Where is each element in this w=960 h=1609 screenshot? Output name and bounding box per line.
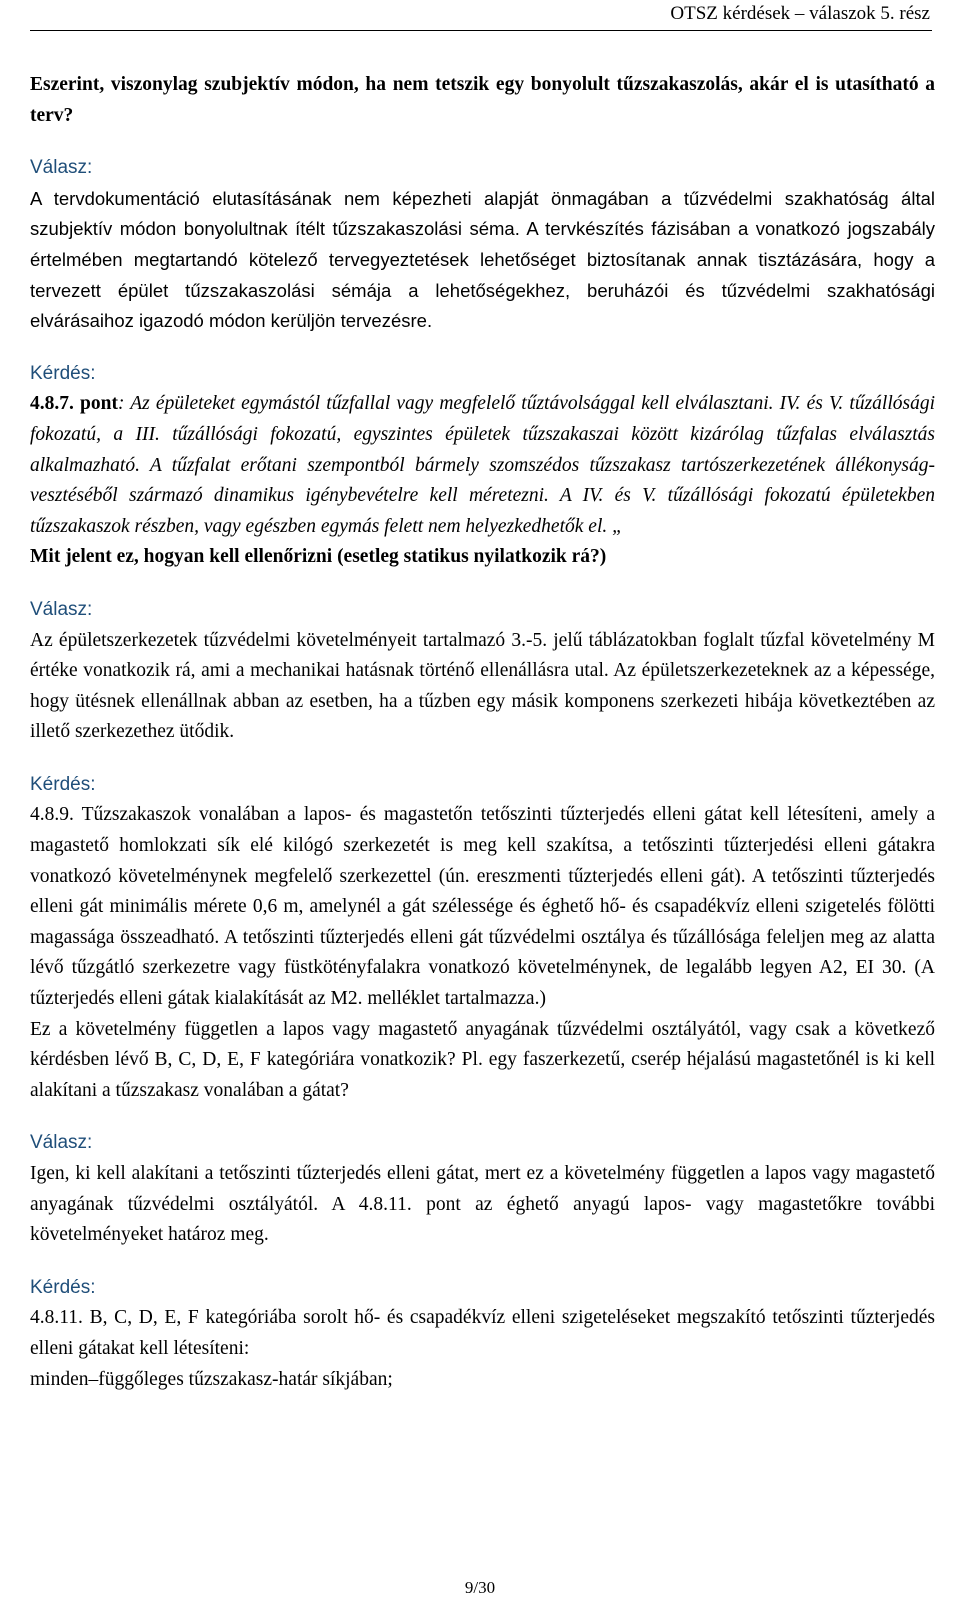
document-body	[30, 70, 935, 1395]
header-divider	[30, 30, 932, 31]
section-number: 4.8.7.	[30, 393, 74, 415]
page-header-title: OTSZ kérdések – válaszok 5. rész	[670, 3, 930, 24]
regulation-paragraph: 4.8.9. Tűzszakaszok vonalában a lapos- és magastetőn tetőszinti tűzterjedés elleni gátat kell létesíteni, amely a magastető homlokzati sík elé kilógó szerkezetét is meg kell szakítsa, a tetőszinti tűzterjedési elleni gátakra vonatkozó követelménynek megfelelő szerkezettel (ún. ereszmenti tűzterjedés elleni gát). A tetőszinti tűzterjedés elleni gát minimális mérete 0,6 m, amelynél a gát szélessége és éghető hő- és csapadékvíz elleni szigetelés fölötti magassága összeadható. A tetőszinti tűzterjedés elleni gát tűzvédelmi osztálya és tűzállósága feleljen meg az alatta lévő tűzgátló szerkezetre vagy füstkötényfalakra vonatkozó követelménynek, de legalább legyen A2, EI 30. (A tűzterjedés elleni gátak kialakítását az M2. melléklet tartalmazza.)	[30, 804, 935, 1010]
regulation-list-item: minden–függőleges tűzszakasz-határ síkjában;	[30, 1368, 393, 1390]
regulation-quote: : Az épületeket egymástól tűzfallal vagy megfelelő tűztávolsággal kell elválasztani. IV. és V. tűzállósági fokozatú, a III. tűzállósági fokozatú, egyszintes épületek tűzszakaszai között kizárólag tűzfalas elválasztás alkalmazható. A tűzfalat erőtani szempontból bármely szomszédos tűzszakasz tartószerkezetének állékonyság-vesztéséből származó dinamikus igénybevételre kell méretezni. A IV. és V. tűzállósági fokozatú épületekben tűzszakaszok részben, vagy egészben egymás felett nem helyezkedhetők el. „	[30, 393, 935, 537]
question-label: Kérdés:	[30, 362, 96, 384]
regulation-paragraph: 4.8.11. B, C, D, E, F kategóriába sorolt hő- és csapadékvíz elleni szigeteléseket megszakító tetőszinti tűzterjedés elleni gátakat kell létesíteni:	[30, 1307, 935, 1359]
answer-text: Igen, ki kell alakítani a tetőszinti tűzterjedés elleni gátat, mert ez a követelmény független a lapos vagy magastető anyagának tűzvédelmi osztályától. A 4.8.11. pont az éghető anyagú lapos- vagy magastetőkre további követelményeket határoz meg.	[30, 1163, 935, 1246]
question-label: Kérdés:	[30, 1276, 96, 1298]
answer-text: A tervdokumentáció elutasításának nem képezheti alapját önmagában a tűzvédelmi szakhatóság által szubjektív módon bonyolultnak ítélt tűzszakaszolási séma. A tervkészítés fázisában a vonatkozó jogszabály értelmében megtartandó kötelező tervegyeztetések lehetőséget biztosítanak annak tisztázására, hogy a tervezett épület tűzszakaszolási sémája a lehetőségekhez, beruházói és tűzvédelmi szakhatósági elvárásaihoz igazodó módon kerüljön tervezésre.	[30, 187, 935, 332]
answer-text: Az épületszerkezetek tűzvédelmi követelményeit tartalmazó 3.-5. jelű táblázatokban foglalt tűzfal követelmény M értéke vonatkozik rá, ami a mechanikai hatásnak történő ellenállásra utal. Az épületszerkezeteknek az a képessége, hogy ütésnek ellenállnak abban az esetben, ha a tűzben egy másik komponens szerkezeti hibája következtében az illető szerkezethez ütődik.	[30, 629, 935, 743]
question-text: Mit jelent ez, hogyan kell ellenőrizni (esetleg statikus nyilatkozik rá?)	[30, 546, 607, 568]
question-paragraph	[30, 389, 935, 542]
page-number: 9/30	[464, 1578, 496, 1597]
answer-label: Válasz:	[30, 157, 93, 179]
pont-label: pont	[73, 393, 118, 415]
question-text: Ez a követelmény független a lapos vagy magastető anyagának tűzvédelmi osztályától, vagy csak a következő kérdésben lévő B, C, D, E, F kategóriára vonatkozik? Pl. egy faszerkezetű, cserép héjalású magastetőnél is ki kell alakítani a tűzszakasz vonalában a gátat?	[30, 1018, 935, 1101]
question-label: Kérdés:	[30, 773, 96, 795]
question-text: Eszerint, viszonylag szubjektív módon, ha nem tetszik egy bonyolult tűzszakaszolás, akár el is utasítható a terv?	[30, 74, 935, 126]
answer-label: Válasz:	[30, 598, 93, 620]
answer-label: Válasz:	[30, 1132, 93, 1154]
